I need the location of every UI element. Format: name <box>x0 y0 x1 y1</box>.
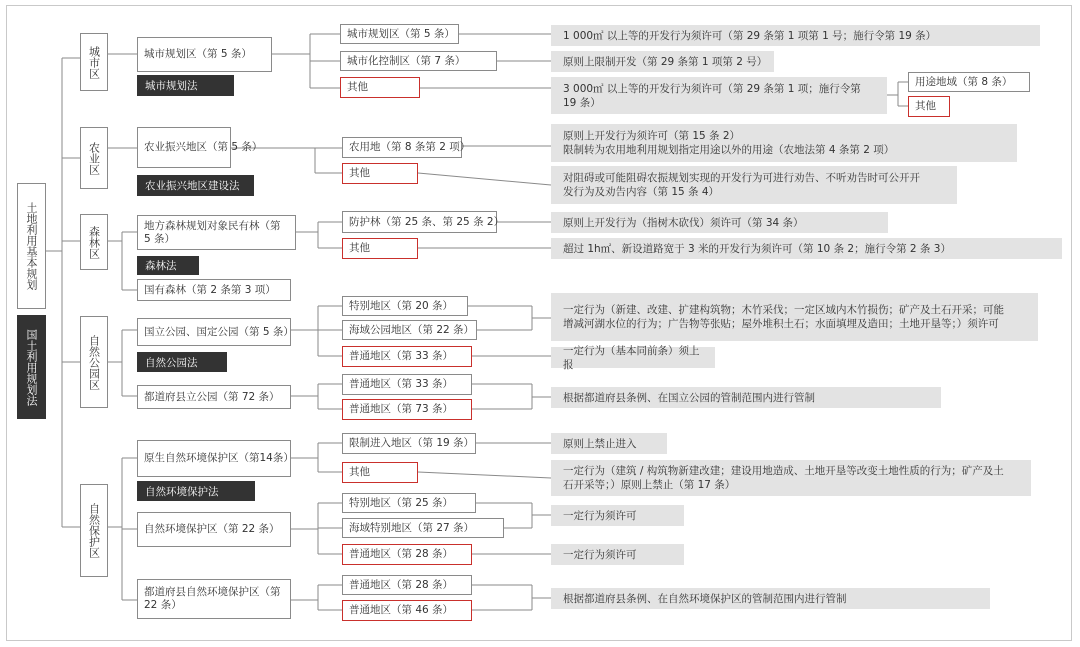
rule-2: 原则上限制开发（第 29 条第 1 项第 2 号） <box>551 51 774 72</box>
law-city: 城市规划法 <box>137 75 234 96</box>
node-nature-4: 海域特别地区（第 27 条） <box>342 518 504 538</box>
rule-12: 一定行为（建筑 / 构筑物新建改建；建设用地造成、土地开垦等改变土地性质的行为；矿产及土 石开采等；）原则上禁止（第 17 条） <box>551 460 1031 496</box>
node-nature-env: 自然环境保护区（第 22 条） <box>137 512 291 547</box>
node-nature-pref: 都道府县自然环境保护区（第 22 条） <box>137 579 291 619</box>
node-use-other: 其他 <box>908 96 950 117</box>
node-forest-1: 防护林（第 25 条、第 25 条 2） <box>342 211 497 233</box>
node-agri-zone: 农业振兴地区（第 5 条） <box>137 127 231 168</box>
node-city-plan: 城市规划区（第 5 条） <box>137 37 272 72</box>
rule-1: 1 000㎡ 以上等的开发行为须许可（第 29 条第 1 项第 1 号；施行令第 19 条） <box>551 25 1040 46</box>
node-nature-6: 普通地区（第 28 条） <box>342 575 472 595</box>
area-city: 城市区 <box>80 33 108 91</box>
law-agri: 农业振兴地区建设法 <box>137 175 254 196</box>
node-park-2: 海域公园地区（第 22 条） <box>342 320 477 340</box>
rule-4: 原则上开发行为须许可（第 15 条 2） 限制转为农用地利用规划指定用途以外的用途（农地法第 4 条第 2 项） <box>551 124 1017 162</box>
node-agri-1: 农用地（第 8 条第 2 项） <box>342 137 462 158</box>
node-nature-7: 普通地区（第 46 条） <box>342 600 472 621</box>
rule-13: 一定行为须许可 <box>551 505 684 526</box>
law-park: 自然公园法 <box>137 352 227 372</box>
node-park-national: 国立公园、国定公园（第 5 条） <box>137 318 291 346</box>
root-law: 国土利用规划法 <box>17 315 46 419</box>
node-use-zone: 用途地域（第 8 条） <box>908 72 1030 92</box>
node-nature-3: 特别地区（第 25 条） <box>342 493 476 513</box>
node-forest-other: 其他 <box>342 238 418 259</box>
rule-10: 根据都道府县条例、在国立公园的管制范围内进行管制 <box>551 387 941 408</box>
rule-7: 超过 1h㎡、新设道路宽于 3 米的开发行为须许可（第 10 条 2；施行令第 2 条 3） <box>551 238 1062 259</box>
rule-9: 一定行为（基本同前条）须上报 <box>551 347 715 368</box>
node-forest-national: 国有森林（第 2 条第 3 项） <box>137 279 291 301</box>
node-nature-original: 原生自然环境保护区（第14条） <box>137 440 291 477</box>
rule-6: 原则上开发行为（指树木砍伐）须许可（第 34 条） <box>551 212 888 233</box>
rule-15: 根据都道府县条例、在自然环境保护区的管制范围内进行管制 <box>551 588 990 609</box>
node-nature-5: 普通地区（第 28 条） <box>342 544 472 565</box>
node-park-4: 普通地区（第 33 条） <box>342 374 472 395</box>
rule-3: 3 000㎡ 以上等的开发行为须许可（第 29 条第 1 项；施行令第 19 条） <box>551 77 887 114</box>
rule-14: 一定行为须许可 <box>551 544 684 565</box>
node-park-1: 特别地区（第 20 条） <box>342 296 468 316</box>
area-forest: 森林区 <box>80 214 108 270</box>
law-forest: 森林法 <box>137 256 199 275</box>
area-park: 自然公园区 <box>80 316 108 408</box>
rule-5: 对阻碍或可能阻碍农振规划实现的开发行为可进行劝告、不听劝告时可公开开 发行为及劝告内容（第 15 条 4） <box>551 166 957 204</box>
rule-8: 一定行为（新建、改建、扩建构筑物；木竹采伐；一定区域内木竹损伤；矿产及土石开采；可能 增减河湖水位的行为；广告物等张贴；屋外堆积土石；水面填埋及造田；土地开垦等；）须许可 <box>551 293 1038 341</box>
area-nature: 自然保护区 <box>80 484 108 577</box>
node-city-other: 其他 <box>340 77 420 98</box>
root-plan: 土地利用基本规划 <box>17 183 46 309</box>
node-forest-local: 地方森林规划对象民有林（第 5 条） <box>137 215 296 250</box>
node-park-pref: 都道府县立公园（第 72 条） <box>137 385 291 409</box>
node-city-2: 城市化控制区（第 7 条） <box>340 51 497 71</box>
rule-11: 原则上禁止进入 <box>551 433 667 454</box>
node-nature-1: 限制进入地区（第 19 条） <box>342 433 476 454</box>
node-nature-other: 其他 <box>342 462 418 483</box>
node-agri-other: 其他 <box>342 163 418 184</box>
node-park-5: 普通地区（第 73 条） <box>342 399 472 420</box>
law-nature: 自然环境保护法 <box>137 481 255 501</box>
node-city-1: 城市规划区（第 5 条） <box>340 24 459 44</box>
node-park-3: 普通地区（第 33 条） <box>342 346 472 367</box>
area-agri: 农业区 <box>80 127 108 189</box>
